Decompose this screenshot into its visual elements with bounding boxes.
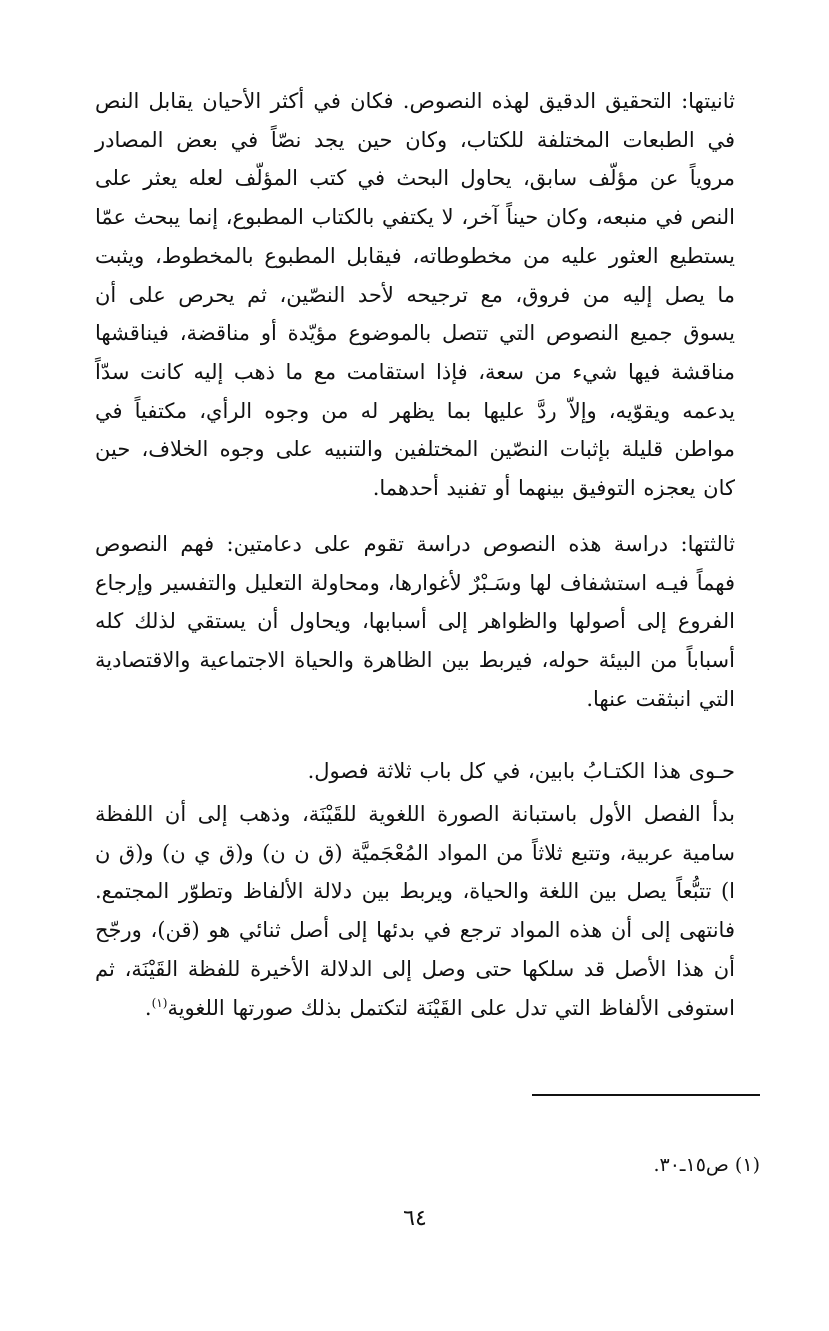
paragraph-third-method: ثالثتها: دراسة هذه النصوص دراسة تقوم على دعامتين: فهم النصوص فهماً فيـه استشفاف لها وسَـبْرٌ لأغوارها، ومحاولة التعليل والتفسير وإرجاع الفروع إلى أصولها والظواهر إلى أسبابها، ويحاول أن يستقي لذلك كله أسباباً من البيئة حوله، فيربط بين الظاهرة والحياة الاجتماعية والاقتصادية التي انبثقت عنها. <box>95 532 735 711</box>
paragraph-second-method: ثانيتها: التحقيق الدقيق لهذه النصوص. فكان في أكثر الأحيان يقابل النص في الطبعات المختلفة للكتاب، وكان حين يجد نصّاً في بعض المصادر مروياً عن مؤلّف سابق، يحاول البحث في كتب المؤلّف لعله يعثر على النص في منبعه، وكان حيناً آخر، لا يكتفي بالكتاب المطبوع، إنما يبحث عمّا يستطيع العثور عليه من مخطوطاته، فيقابل المطبوع بالمخطوط، ويثبت ما يصل إليه من فروق، مع ترجيحه لأحد النصّين، ثم يحرص على أن يسوق جميع النصوص التي تتصل بالموضوع مؤيّدة أو مناقضة، فيناقشها مناقشة فيها شيء من سعة، فإذا استقامت مع ما ذهب إليه كانت سدّاً يدعمه ويقوّيه، وإلاّ ردَّ عليها بما يظهر له من وجوه الرأي، مكتفياً في مواطن قليلة بإثبات النصّين المختلفين والتنبيه على وجوه الخلاف، حين كان يعجزه التوفيق بينهما أو تفنيد أحدهما. <box>95 89 735 501</box>
paragraph-end-mark: . <box>144 995 152 1020</box>
footnote: (١) ص١٥ـ٣٠. <box>653 1154 760 1176</box>
paragraph-first-chapter <box>95 795 735 1027</box>
footnote-divider <box>532 1094 760 1096</box>
page-number: ٦٤ <box>403 1206 427 1231</box>
footnote-reference: (١) <box>151 995 168 1010</box>
paragraph-book-structure: حـوى هذا الكتـابُ بابين، في كل باب ثلاثة فصول. <box>307 759 735 783</box>
paragraph-first-chapter-text: بدأ الفصل الأول باستبانة الصورة اللغوية للقَيْنَة، وذهب إلى أن اللفظة سامية عربية، وتتبع ثلاثاً من المواد المُعْجَميَّة (ق ن ن) و(ق ي ن) و(ق ن ا) تتبُّعاً يصل بين اللغة والحياة، ويربط بين دلالة الألفاظ وتطوّر المجتمع. فانتهى إلى أن هذه المواد ترجع في بدئها إلى أصل ثنائي هو (قن)، ورجّح أن هذا الأصل قد سلكها حتى وصل إلى الدلالة الأخيرة للفظة القَيْنَة، ثم استوفى الألفاظ التي تدل على القَيْنَة لتكتمل بذلك صورتها اللغوية <box>95 802 735 1020</box>
